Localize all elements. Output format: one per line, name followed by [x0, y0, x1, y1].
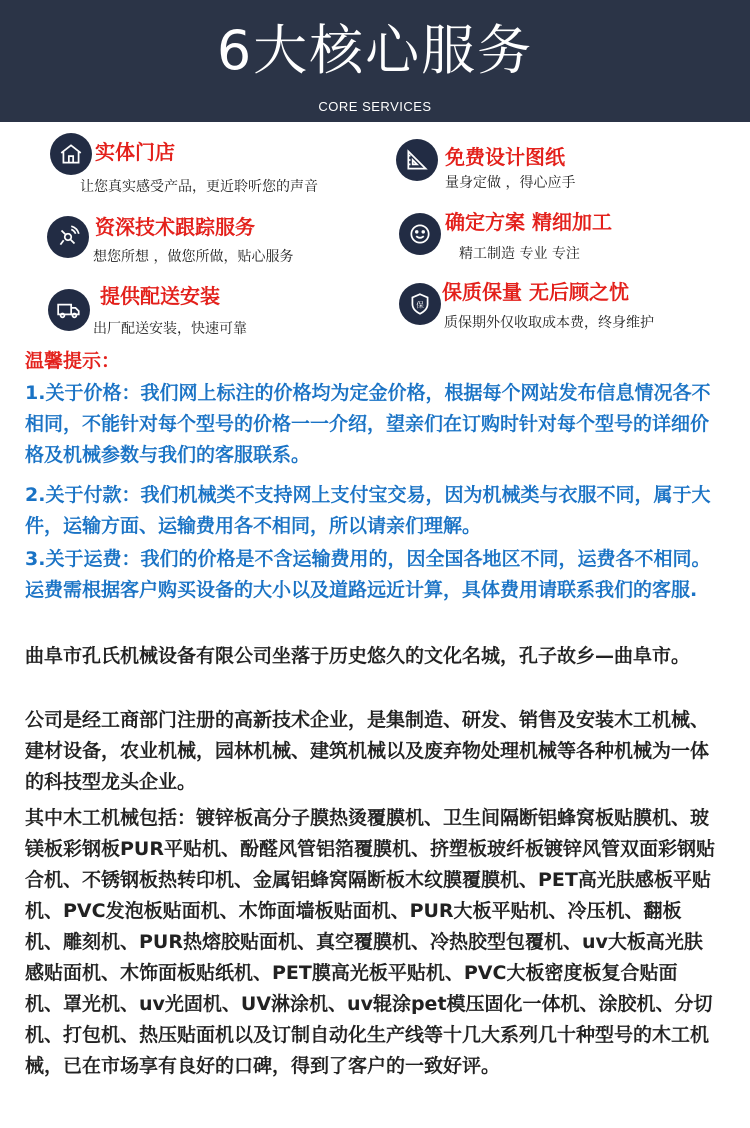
company-products: 其中木工机械包括：镀锌板高分子膜热烫覆膜机、卫生间隔断铝蜂窝板贴膜机、玻镁板彩钢板PUR平贴机、酚醛风管铝箔覆膜机、挤塑板玻纤板镀锌风管双面彩钢贴合机、不锈钢板热转印机、金属铝蜂窝隔断板木纹膜覆膜机、PET高光肤感板平贴机、PVC发泡板贴面机、木饰面墙板贴面机、PUR大板平贴机、冷压机、翻板机、雕刻机、PUR热熔胶贴面机、真空覆膜机、冷热胶型包覆机、uv大板高光肤感贴面机、木饰面板贴纸机、PET膜高光板平贴机、PVC大板密度板复合贴面机、罩光机、uv光固机、UV淋涂机、uv辊涂pet模压固化一体机、涂胶机、分切机、打包机、热压贴面机以及订制自动化生产线等十几大系列几十种型号的木工机械，已在市场享有良好的口碑，得到了客户的一致好评。: [25, 807, 715, 1077]
tips-title: 温馨提示：: [25, 350, 121, 372]
service-desc: 想您所想 ，做您所做，贴心服务: [93, 249, 294, 265]
smile-icon: [399, 213, 441, 255]
tip-payment: 2.关于付款：我们机械类不支持网上支付宝交易，因为机械类与衣服不同，属于大件，运输方面、运输费用各不相同，所以请亲们理解。: [25, 484, 711, 537]
company-profile: 公司是经工商部门注册的高新技术企业，是集制造、研发、销售及安装木工机械、建材设备，农业机械，园林机械、建筑机械以及废弃物处理机械等各种机械为一体的科技型龙头企业。: [25, 709, 710, 793]
page-subtitle: CORE SERVICES: [318, 99, 432, 114]
service-title: 资深技术跟踪服务: [95, 215, 255, 239]
tip-price: 1.关于价格：我们网上标注的价格均为定金价格，根据每个网站发布信息情况各不相同，不能针对每个型号的价格一一介绍，望亲们在订购时针对每个型号的详细价格及机械参数与我们的客服联系。: [25, 382, 711, 466]
satellite-icon: [47, 216, 89, 258]
page-title: 6大核心服务: [216, 19, 534, 82]
service-title: 保质保量 无后顾之忧: [442, 280, 629, 304]
tip-shipping: 3.关于运费：我们的价格是不含运输费用的，因全国各地区不同，运费各不相同。运费需根据客户购买设备的大小以及道路远近计算，具体费用请联系我们的客服.: [25, 548, 711, 601]
truck-icon: [48, 289, 90, 331]
service-desc: 量身定做 ，得心应手: [445, 175, 576, 191]
service-desc: 精工制造 专业 专注: [459, 246, 580, 262]
svg-text:保: 保: [416, 300, 424, 310]
company-intro: 曲阜市孔氏机械设备有限公司坐落于历史悠久的文化名城，孔子故乡—曲阜市。: [25, 645, 691, 667]
store-icon: [50, 133, 92, 175]
service-title: 提供配送安装: [100, 284, 220, 308]
ruler-icon: [396, 139, 438, 181]
header-banner: [0, 0, 750, 122]
service-title: 确定方案 精细加工: [445, 210, 612, 234]
service-desc: 让您真实感受产品，更近聆听您的声音: [80, 179, 318, 195]
service-title: 实体门店: [95, 140, 175, 164]
service-desc: 质保期外仅收取成本费，终身维护: [444, 315, 654, 331]
service-title: 免费设计图纸: [445, 145, 565, 169]
service-desc: 出厂配送安装，快速可靠: [93, 321, 247, 337]
shield-icon: [399, 283, 441, 325]
